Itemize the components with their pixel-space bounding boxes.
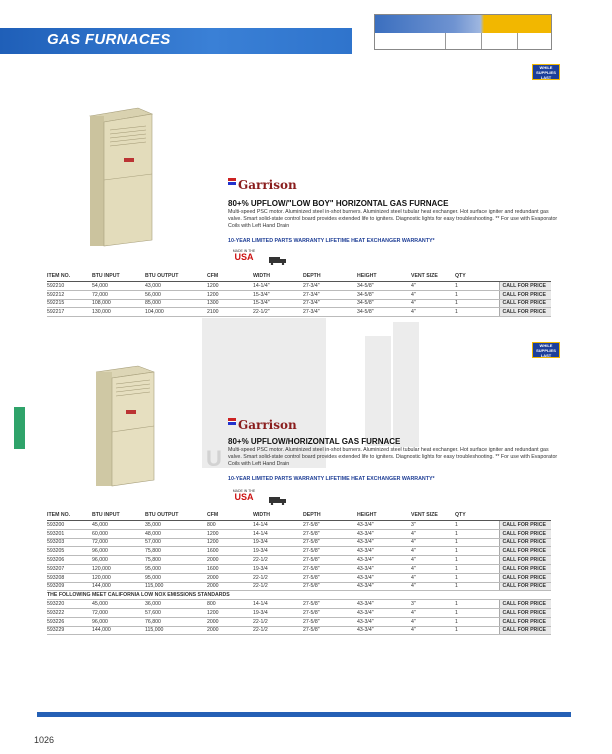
column-header: DEPTH [303, 511, 357, 521]
table-cell: 43-3/4" [357, 547, 411, 556]
furnace-image [86, 360, 164, 490]
legend-key-divider [481, 33, 482, 49]
table-cell: 1 [455, 626, 499, 635]
table-cell: 3" [411, 521, 455, 530]
price-cell: CALL FOR PRICE [499, 564, 551, 573]
price-cell: CALL FOR PRICE [499, 547, 551, 556]
table-cell: 120,000 [92, 573, 145, 582]
table-cell: 593208 [47, 573, 92, 582]
table-cell: 593200 [47, 521, 92, 530]
table-cell: 593203 [47, 538, 92, 547]
table-cell: 4" [411, 538, 455, 547]
table-cell: 27-3/4" [303, 282, 357, 291]
table-cell: 19-3/4 [253, 547, 303, 556]
column-header: BTU OUTPUT [145, 272, 207, 282]
column-header: HEIGHT [357, 511, 411, 521]
table-cell: 108,000 [92, 299, 145, 308]
product-title: 80+% UPFLOW/HORIZONTAL GAS FURNACE [228, 437, 401, 446]
table-cell: 27-5/8" [303, 521, 357, 530]
column-header: VENT SIZE [411, 511, 455, 521]
table-cell: 1 [455, 547, 499, 556]
table-cell: 27-5/8" [303, 538, 357, 547]
column-header: BTU OUTPUT [145, 511, 207, 521]
table-cell: 4" [411, 290, 455, 299]
column-header [499, 272, 551, 282]
table-cell: 593201 [47, 529, 92, 538]
table-cell: 45,000 [92, 600, 145, 609]
table-cell: 27-3/4" [303, 290, 357, 299]
table-cell: 2000 [207, 573, 253, 582]
price-cell: CALL FOR PRICE [499, 521, 551, 530]
table-row [47, 299, 551, 308]
column-header: WIDTH [253, 272, 303, 282]
brand-logo: Garrison [228, 178, 297, 192]
table-row [47, 582, 551, 591]
table-cell: 43-3/4" [357, 608, 411, 617]
table-cell: 72,000 [92, 290, 145, 299]
table-cell: 96,000 [92, 547, 145, 556]
column-header: ITEM NO. [47, 272, 92, 282]
table-cell: 4" [411, 308, 455, 317]
table-cell: 43-3/4" [357, 521, 411, 530]
page-title: GAS FURNACES [47, 31, 171, 48]
table-cell: 130,000 [92, 308, 145, 317]
table-cell: 4" [411, 582, 455, 591]
table-cell: 43,000 [145, 282, 207, 291]
table-cell: 85,000 [145, 299, 207, 308]
table-row [47, 573, 551, 582]
table-cell: 593206 [47, 556, 92, 565]
table-cell: 2100 [207, 308, 253, 317]
column-header: BTU INPUT [92, 272, 145, 282]
column-header: QTY [455, 272, 499, 282]
price-cell: CALL FOR PRICE [499, 600, 551, 609]
table-row [47, 538, 551, 547]
table-cell: 1200 [207, 608, 253, 617]
table-cell: 34-5/8" [357, 299, 411, 308]
price-cell: CALL FOR PRICE [499, 529, 551, 538]
supplies-badge: WHILE SUPPLIES LAST [532, 64, 560, 80]
table-cell: 1 [455, 308, 499, 317]
table-cell: 27-5/8" [303, 582, 357, 591]
table-cell: 1 [455, 608, 499, 617]
table-cell: 43-3/4" [357, 582, 411, 591]
table-cell: 593207 [47, 564, 92, 573]
table-cell: 96,000 [92, 556, 145, 565]
table-cell: 15-3/4" [253, 290, 303, 299]
table-cell: 593205 [47, 547, 92, 556]
table-cell: 1 [455, 556, 499, 565]
table-subheading: THE FOLLOWING MEET CALIFORNIA LOW NOX EMISSIONS STANDARDS [47, 591, 551, 600]
table-cell: 2000 [207, 582, 253, 591]
spec-table [47, 511, 551, 635]
table-cell: 1200 [207, 538, 253, 547]
table-cell: 27-5/8" [303, 556, 357, 565]
table-row [47, 556, 551, 565]
price-cell: CALL FOR PRICE [499, 538, 551, 547]
table-cell: 592217 [47, 308, 92, 317]
table-header-row [47, 511, 551, 521]
table-cell: 1 [455, 617, 499, 626]
table-cell: 34-5/8" [357, 308, 411, 317]
table-cell: 27-5/8" [303, 529, 357, 538]
table-cell: 593222 [47, 608, 92, 617]
price-cell: CALL FOR PRICE [499, 308, 551, 317]
table-cell: 43-3/4" [357, 556, 411, 565]
table-cell: 22-1/2 [253, 573, 303, 582]
table-cell: 56,000 [145, 290, 207, 299]
table-cell: 593229 [47, 626, 92, 635]
truck-icon [269, 256, 287, 265]
table-cell: 1600 [207, 564, 253, 573]
table-cell: 27-5/8" [303, 564, 357, 573]
table-row [47, 608, 551, 617]
table-cell: 75,800 [145, 556, 207, 565]
table-cell: 1 [455, 564, 499, 573]
price-cell: CALL FOR PRICE [499, 290, 551, 299]
table-cell: 48,000 [145, 529, 207, 538]
table-cell: 45,000 [92, 521, 145, 530]
table-cell: 593209 [47, 582, 92, 591]
table-cell: 1 [455, 582, 499, 591]
table-cell: 43-3/4" [357, 600, 411, 609]
table-row [47, 547, 551, 556]
table-cell: 14-1/4" [253, 282, 303, 291]
price-cell: CALL FOR PRICE [499, 573, 551, 582]
table-row [47, 290, 551, 299]
table-cell: 54,000 [92, 282, 145, 291]
section-tab [14, 407, 25, 449]
table-cell: 43-3/4" [357, 626, 411, 635]
legend-key-box [374, 14, 552, 50]
column-header: DEPTH [303, 272, 357, 282]
table-cell: 4" [411, 282, 455, 291]
watermark-shape [393, 322, 419, 447]
table-cell: 4" [411, 529, 455, 538]
table-cell: 72,000 [92, 608, 145, 617]
table-cell: 4" [411, 626, 455, 635]
table-cell: 14-1/4 [253, 600, 303, 609]
flag-icon [228, 418, 236, 425]
table-cell: 4" [411, 573, 455, 582]
table-row [47, 308, 551, 317]
table-cell: 27-5/8" [303, 547, 357, 556]
table-cell: 592210 [47, 282, 92, 291]
table-cell: 34-5/8" [357, 282, 411, 291]
table-cell: 34-5/8" [357, 290, 411, 299]
column-header: VENT SIZE [411, 272, 455, 282]
table-subheading-row [47, 591, 551, 600]
table-cell: 96,000 [92, 617, 145, 626]
table-cell: 1 [455, 573, 499, 582]
table-cell: 57,000 [145, 538, 207, 547]
column-header: WIDTH [253, 511, 303, 521]
legend-key-color-strip [375, 15, 551, 33]
table-cell: 22-1/2 [253, 617, 303, 626]
table-cell: 1 [455, 600, 499, 609]
column-header: ITEM NO. [47, 511, 92, 521]
table-cell: 15-3/4" [253, 299, 303, 308]
table-row [47, 521, 551, 530]
table-cell: 4" [411, 556, 455, 565]
table-cell: 27-5/8" [303, 600, 357, 609]
table-cell: 60,000 [92, 529, 145, 538]
table-cell: 800 [207, 600, 253, 609]
table-cell: 14-1/4 [253, 521, 303, 530]
made-in-usa-mark: MADE IN THE USA [232, 489, 256, 502]
table-cell: 144,000 [92, 626, 145, 635]
table-cell: 43-3/4" [357, 617, 411, 626]
table-cell: 22-1/2 [253, 582, 303, 591]
table-cell: 43-3/4" [357, 538, 411, 547]
table-cell: 19-3/4 [253, 608, 303, 617]
table-cell: 4" [411, 608, 455, 617]
table-cell: 120,000 [92, 564, 145, 573]
column-header: HEIGHT [357, 272, 411, 282]
price-cell: CALL FOR PRICE [499, 608, 551, 617]
table-cell: 22-1/2 [253, 556, 303, 565]
table-header-row [47, 272, 551, 282]
watermark-shape [365, 336, 391, 446]
price-cell: CALL FOR PRICE [499, 617, 551, 626]
product-description: Multi-speed PSC motor. Aluminized steel in-shot burners. Aluminized steel tubular heat exchanger. Hot surface igniter and redundant gas valve. Smart solid-state control board provides extended life to igniters. Diagnostic lights for easy troubleshooting. ** For use with Evaporator Coils with Left Hand Drain [228, 209, 558, 229]
table-cell: 43-3/4" [357, 529, 411, 538]
column-header: BTU INPUT [92, 511, 145, 521]
table-cell: 4" [411, 547, 455, 556]
price-cell: CALL FOR PRICE [499, 556, 551, 565]
table-cell: 1200 [207, 290, 253, 299]
table-cell: 1 [455, 529, 499, 538]
column-header: CFM [207, 511, 253, 521]
spec-table [47, 272, 551, 317]
table-cell: 95,000 [145, 564, 207, 573]
truck-icon [269, 496, 287, 505]
brand-logo: Garrison [228, 418, 297, 432]
flag-icon [228, 178, 236, 185]
table-row [47, 617, 551, 626]
table-cell: 800 [207, 521, 253, 530]
table-cell: 1 [455, 282, 499, 291]
table-cell: 43-3/4" [357, 573, 411, 582]
table-cell: 1 [455, 299, 499, 308]
warranty-text: 10-YEAR LIMITED PARTS WARRANTY LIFETIME HEAT EXCHANGER WARRANTY* [228, 476, 435, 482]
table-cell: 36,000 [145, 600, 207, 609]
table-cell: 3" [411, 600, 455, 609]
table-cell: 2000 [207, 626, 253, 635]
table-cell: 593226 [47, 617, 92, 626]
table-row [47, 282, 551, 291]
table-cell: 1 [455, 290, 499, 299]
table-cell: 4" [411, 299, 455, 308]
table-cell: 27-5/8" [303, 626, 357, 635]
table-cell: 115,000 [145, 582, 207, 591]
column-header: CFM [207, 272, 253, 282]
table-cell: 19-3/4 [253, 564, 303, 573]
table-cell: 27-5/8" [303, 617, 357, 626]
legend-key-divider [517, 33, 518, 49]
watermark-letter: U [206, 446, 222, 471]
made-in-usa-mark: MADE IN THE USA [232, 249, 256, 262]
table-cell: 76,800 [145, 617, 207, 626]
table-cell: 27-3/4" [303, 299, 357, 308]
table-cell: 115,000 [145, 626, 207, 635]
table-cell: 1600 [207, 547, 253, 556]
price-cell: CALL FOR PRICE [499, 626, 551, 635]
table-cell: 14-1/4 [253, 529, 303, 538]
table-cell: 4" [411, 617, 455, 626]
table-cell: 144,000 [92, 582, 145, 591]
column-header [499, 511, 551, 521]
table-cell: 1300 [207, 299, 253, 308]
table-cell: 1 [455, 521, 499, 530]
table-cell: 592212 [47, 290, 92, 299]
table-cell: 22-1/2" [253, 308, 303, 317]
table-cell: 593220 [47, 600, 92, 609]
table-cell: 72,000 [92, 538, 145, 547]
table-cell: 22-1/2 [253, 626, 303, 635]
table-cell: 2000 [207, 617, 253, 626]
product-description: Multi-speed PSC motor. Aluminized steel in-shot burners. Aluminized steel tubular heat exchanger. Hot surface igniter and redundant gas valve. Smart solid-state control board provides extended life to igniters. Diagnostic lights for easy troubleshooting. ** For use with Evaporator Coils with Left Hand Drain [228, 447, 558, 467]
table-cell: 4" [411, 564, 455, 573]
table-cell: 35,000 [145, 521, 207, 530]
table-cell: 57,600 [145, 608, 207, 617]
table-row [47, 564, 551, 573]
table-cell: 1200 [207, 529, 253, 538]
table-row [47, 626, 551, 635]
table-cell: 27-3/4" [303, 308, 357, 317]
price-cell: CALL FOR PRICE [499, 582, 551, 591]
table-cell: 1 [455, 538, 499, 547]
price-cell: CALL FOR PRICE [499, 282, 551, 291]
table-cell: 75,800 [145, 547, 207, 556]
page-number: 1026 [34, 735, 55, 745]
price-cell: CALL FOR PRICE [499, 299, 551, 308]
table-cell: 27-5/8" [303, 573, 357, 582]
furnace-image [78, 100, 158, 248]
table-cell: 592215 [47, 299, 92, 308]
column-header: QTY [455, 511, 499, 521]
table-cell: 104,000 [145, 308, 207, 317]
table-cell: 43-3/4" [357, 564, 411, 573]
product-title: 80+% UPFLOW/"LOW BOY" HORIZONTAL GAS FURNACE [228, 199, 449, 208]
warranty-text: 10-YEAR LIMITED PARTS WARRANTY LIFETIME HEAT EXCHANGER WARRANTY* [228, 238, 435, 244]
table-cell: 1200 [207, 282, 253, 291]
table-cell: 2000 [207, 556, 253, 565]
table-cell: 27-5/8" [303, 608, 357, 617]
footer-bar [37, 712, 571, 717]
table-row [47, 600, 551, 609]
supplies-badge: WHILE SUPPLIES LAST [532, 342, 560, 358]
legend-key-divider [445, 33, 446, 49]
table-row [47, 529, 551, 538]
table-cell: 95,000 [145, 573, 207, 582]
table-cell: 19-3/4 [253, 538, 303, 547]
